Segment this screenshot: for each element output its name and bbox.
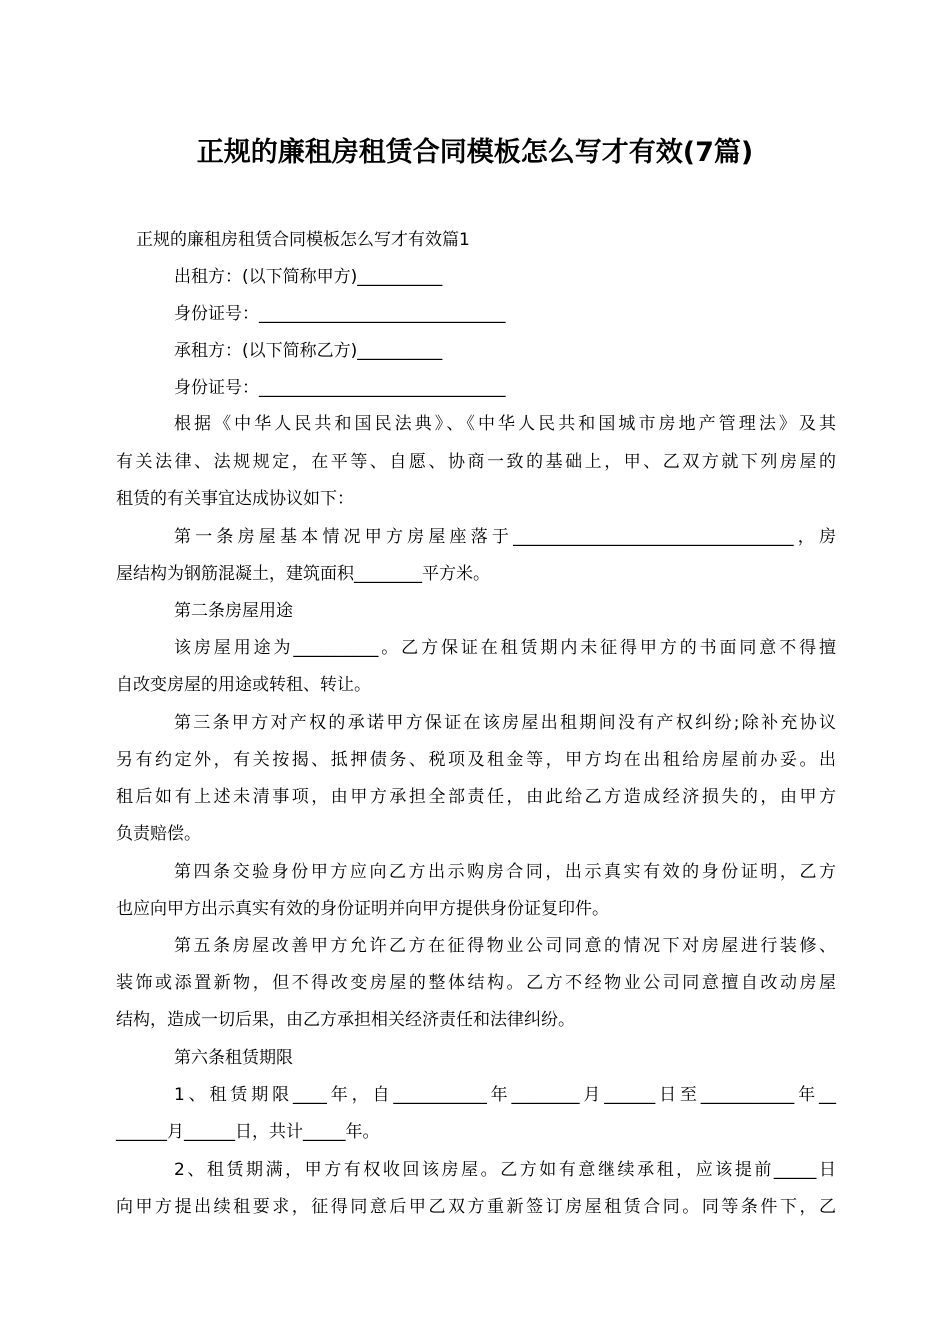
body-text-line: 身份证号：_____________________________ [174,304,506,324]
body-text-line: 第二条房屋用途 [174,601,293,621]
body-text-line: 屋结构为钢筋混凝土，建筑面积________平方米。 [116,564,490,584]
body-text-line: 该房屋用途为__________。乙方保证在租赁期内未征得甲方的书面同意不得擅 [174,638,836,658]
body-text-line: 自改变房屋的用途或转租、转让。 [116,675,371,695]
document-title: 正规的廉租房租赁合同模板怎么写才有效(7篇) [196,137,754,168]
body-text-line: 身份证号：_____________________________ [174,378,506,398]
body-text-line: 根据《中华人民共和国民法典》、《中华人民共和国城市房地产管理法》及其 [174,414,836,434]
body-text-line: 另有约定外，有关按揭、抵押债务、税项及租金等，甲方均在出租给房屋前办妥。出 [116,750,836,770]
body-text-line: 租后如有上述未清事项，由甲方承担全部责任，由此给乙方造成经济损失的，由甲方 [116,787,836,807]
section-heading: 正规的廉租房租赁合同模板怎么写才有效篇1 [136,230,470,250]
body-text-line: 有关法律、法规规定，在平等、自愿、协商一致的基础上，甲、乙双方就下列房屋的 [116,452,836,472]
body-text-line: 也应向甲方出示真实有效的身份证明并向甲方提供身份证复印件。 [116,899,609,919]
body-text-line: 租赁的有关事宜达成协议如下： [116,489,354,509]
body-text-line: 负责赔偿。 [116,824,201,844]
body-text-line: 向甲方提出续租要求，征得同意后甲乙双方重新签订房屋租赁合同。同等条件下，乙 [116,1197,836,1217]
body-text-line: 1、租赁期限____年，自___________年________月______日至___________年__ [174,1085,836,1105]
body-text-line: 第一条房屋基本情况甲方房屋座落于_________________________________，房 [174,527,836,547]
body-text-line: ______月______日，共计_____年。 [116,1122,380,1142]
body-text-line: 2、租赁期满，甲方有权收回该房屋。乙方如有意继续承租，应该提前_____日 [174,1160,836,1180]
body-text-line: 第三条甲方对产权的承诺甲方保证在该房屋出租期间没有产权纠纷;除补充协议 [174,713,836,733]
body-text-line: 出租方：(以下简称甲方)__________ [174,267,443,287]
body-text-line: 第六条租赁期限 [174,1048,293,1068]
body-text-line: 结构，造成一切后果，由乙方承担相关经济责任和法律纠纷。 [116,1010,575,1030]
body-text-line: 装饰或添置新物，但不得改变房屋的整体结构。乙方不经物业公司同意擅自改动房屋 [116,973,836,993]
body-text-line: 第五条房屋改善甲方允许乙方在征得物业公司同意的情况下对房屋进行装修、 [174,936,836,956]
body-text-line: 承租方：(以下简称乙方)__________ [174,341,443,361]
body-text-line: 第四条交验身份甲方应向乙方出示购房合同，出示真实有效的身份证明，乙方 [174,862,836,882]
